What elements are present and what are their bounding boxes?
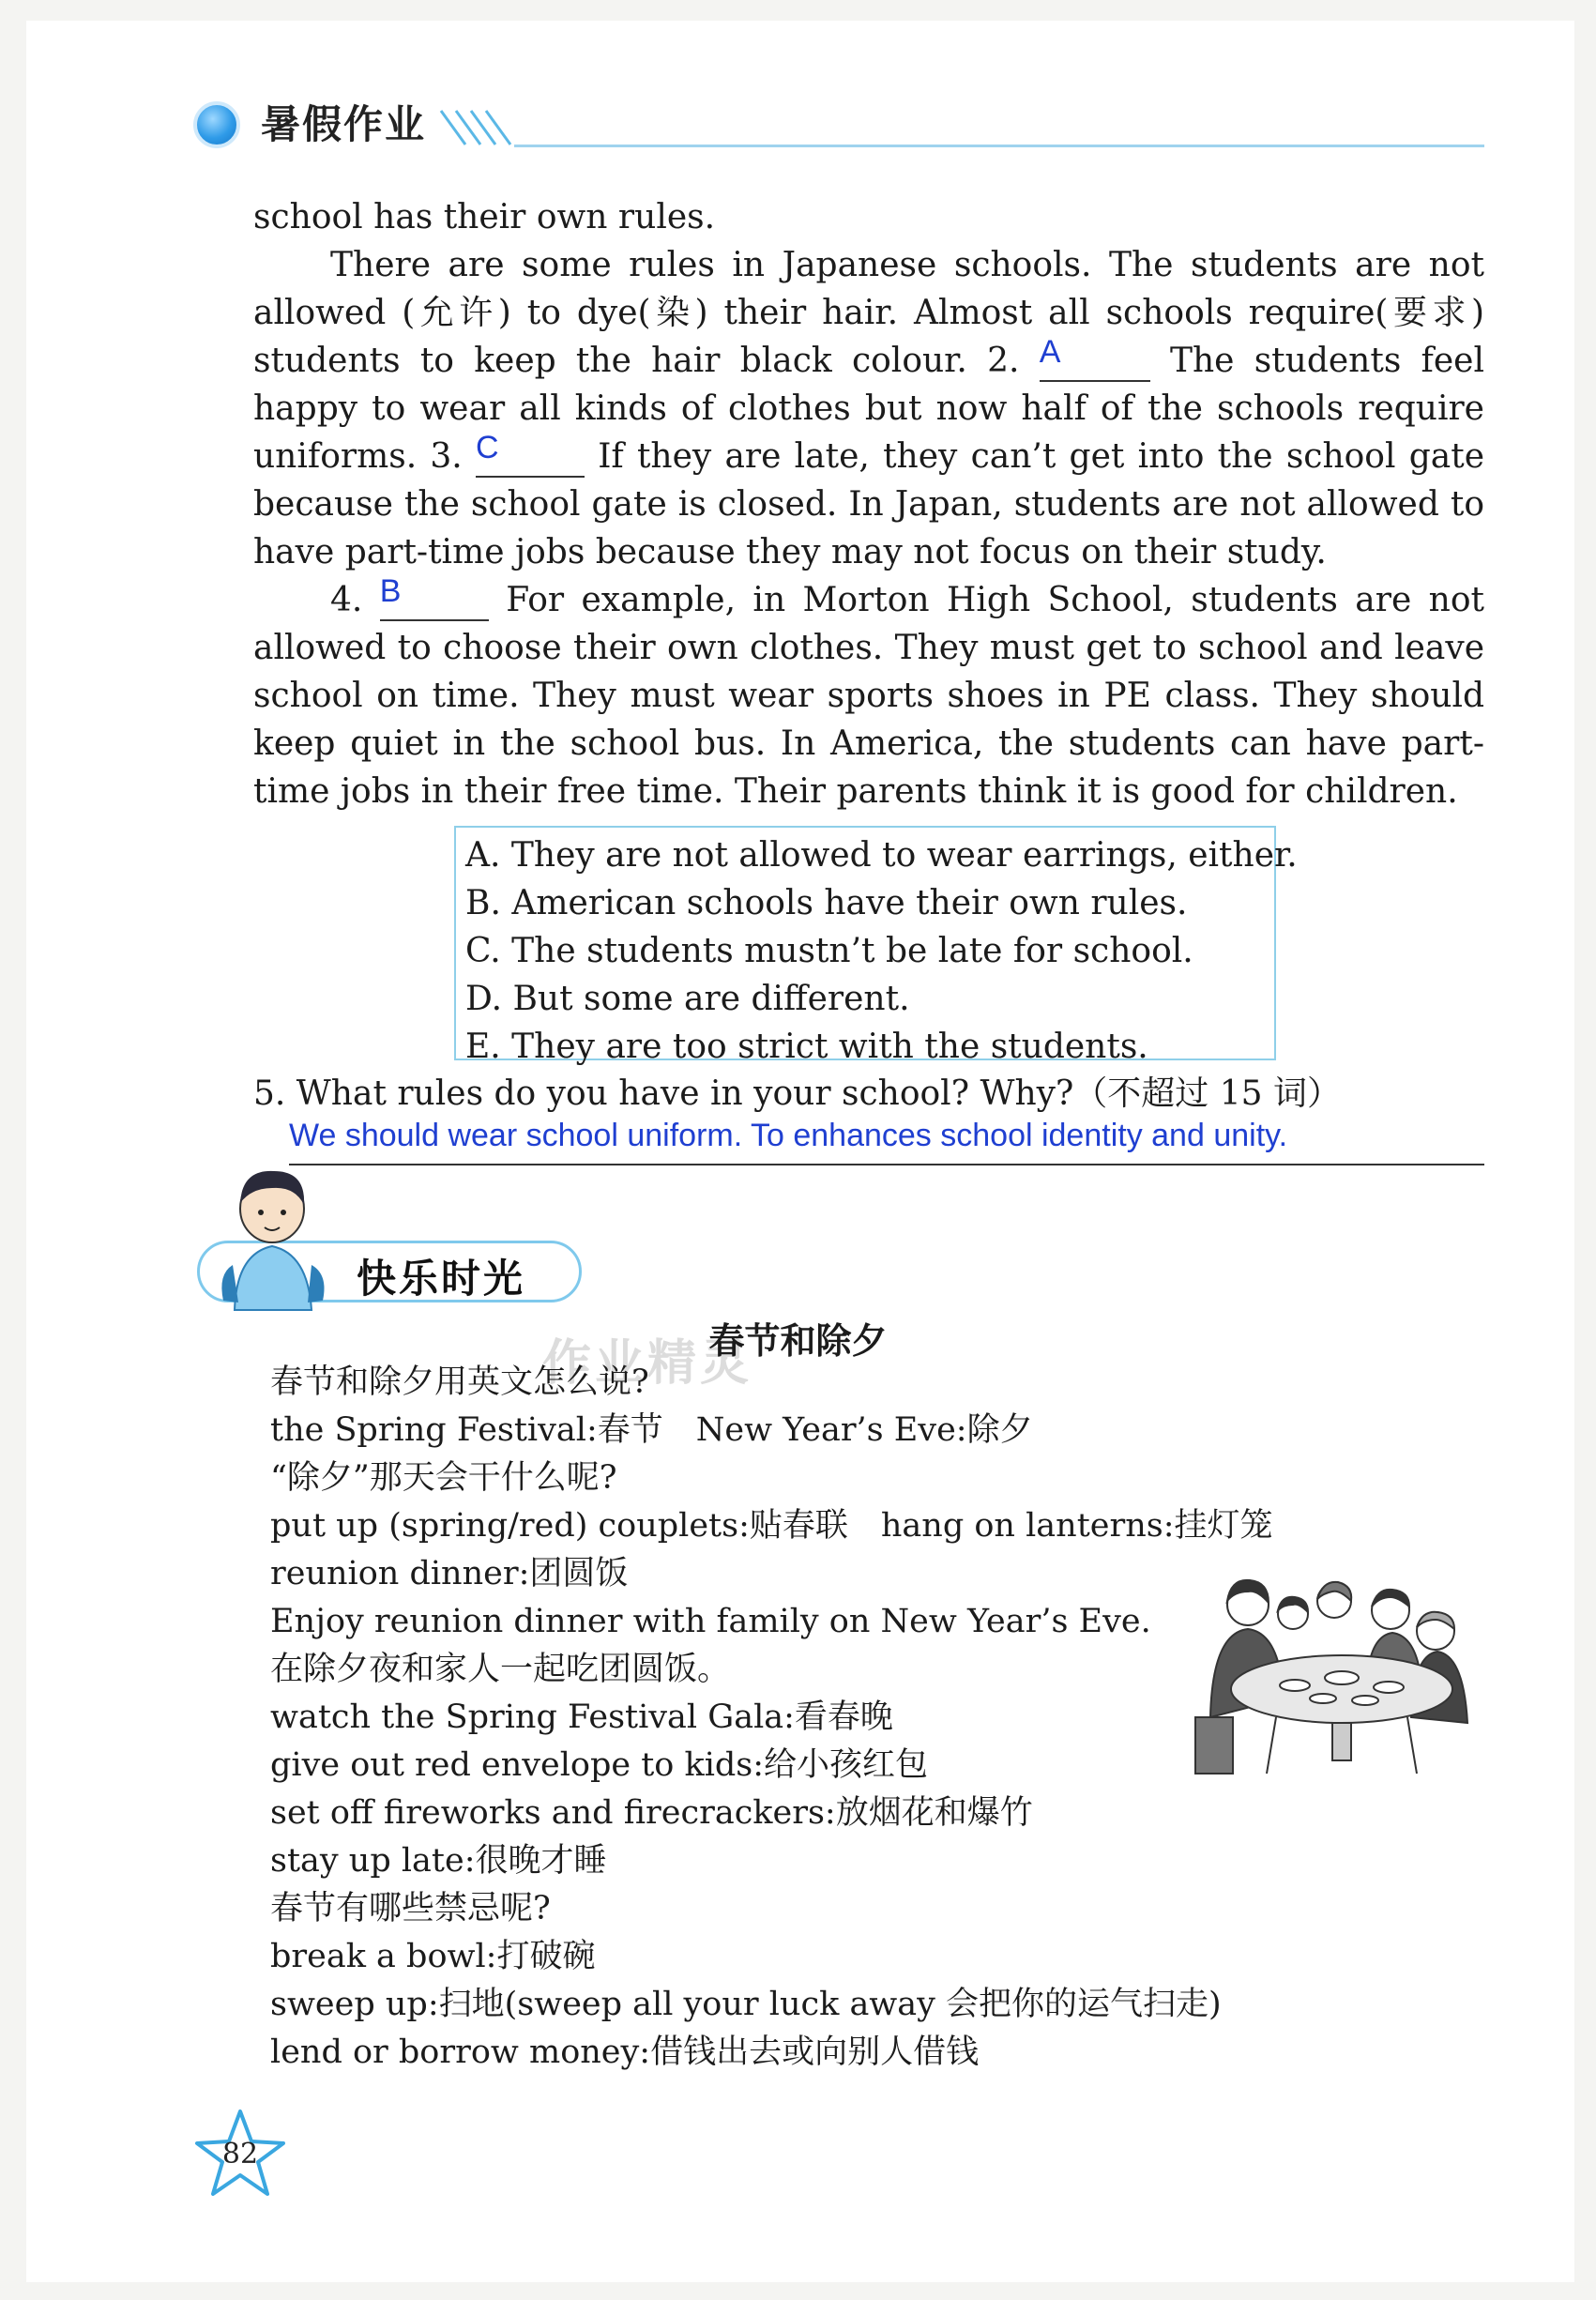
vocab-line: set off fireworks and firecrackers:放烟花和爆竹 (270, 1794, 1033, 1832)
vocab-line: Enjoy reunion dinner with family on New Year’s Eve. (270, 1603, 1151, 1640)
blank-4[interactable] (379, 573, 489, 621)
question-5-answer[interactable]: We should wear school uniform. To enhances school identity and unity. (289, 1118, 1288, 1153)
passage-text: If they are late, they can’t get into the school gate because the school gate is closed. In Japan, students are not allowed to have part-time jobs because they may not focus on their study. (253, 437, 1484, 571)
vocab-line: 春节有哪些禁忌呢? (270, 1890, 551, 1927)
vocab-line: break a bowl:打破碗 (270, 1938, 596, 1975)
vocab-list (270, 1359, 1273, 2077)
vocab-line: reunion dinner:团圆饭 (270, 1555, 629, 1592)
section-title: 春节和除夕 (708, 1320, 888, 1362)
vocab-line: 在除夕夜和家人一起吃团圆饭。 (270, 1651, 731, 1688)
section-banner-label: 快乐时光 (357, 1256, 526, 1302)
blank-3[interactable] (475, 430, 585, 478)
watermark: 作业精灵 (542, 1335, 753, 1392)
passage-text: There are some rules in Japanese schools. The students are not allowed (允许) to dye(染) their hair. Almost all schools require(要求) students to keep the hair black colour. 2. (253, 246, 1484, 380)
answer-3: C (475, 430, 499, 465)
header-slashes-icon (437, 105, 522, 148)
vocab-line: stay up late:很晚才睡 (270, 1842, 607, 1880)
option-c: C. The students mustn’t be late for school. (465, 932, 1193, 970)
family-dinner-illustration (1182, 1558, 1482, 1783)
header-bullet-icon (193, 101, 240, 148)
vocab-line: put up (spring/red) couplets:贴春联 hang on lanterns:挂灯笼 (270, 1507, 1273, 1545)
passage (253, 193, 1484, 815)
passage-line-continued: school has their own rules. (253, 198, 716, 236)
options-box (454, 826, 1298, 1066)
vocab-line: the Spring Festival:春节 New Year’s Eve:除夕 (270, 1411, 1033, 1449)
vocab-line: “除夕”那天会干什么呢? (270, 1459, 617, 1497)
vocab-line: sweep up:扫地(sweep all your luck away 会把你的运气扫走) (270, 1986, 1222, 2023)
header-rule (514, 145, 1484, 147)
passage-text: For example, in Morton High School, students are not allowed to choose their own clothes. They must get to school and leave school on time. They must wear sports shoes in PE class. They should keep quiet in the school bus. In America, the students can have part-time jobs in their free time. Their parents think it is good for children. (253, 581, 1484, 811)
option-a: A. They are not allowed to wear earrings, either. (465, 836, 1298, 875)
blank-2[interactable] (1039, 334, 1150, 382)
answer-4: B (379, 573, 402, 609)
answer-line (289, 1164, 1484, 1165)
vocab-line: give out red envelope to kids:给小孩红包 (270, 1746, 929, 1784)
header-title: 暑假作业 (261, 101, 427, 147)
vocab-line: lend or borrow money:借钱出去或向别人借钱 (270, 2033, 980, 2071)
passage-paragraph-2 (253, 573, 1484, 815)
question-number-4: 4. (330, 581, 363, 619)
vocab-line: watch the Spring Festival Gala:看春晚 (270, 1698, 893, 1736)
passage-paragraph-1 (253, 241, 1484, 576)
option-d: D. But some are different. (465, 980, 910, 1018)
vocab-line: 春节和除夕用英文怎么说? (270, 1363, 649, 1401)
option-e: E. They are too strict with the students. (465, 1028, 1148, 1066)
passage-text: The students feel happy to wear all kinds of clothes but now half of the schools require uniforms. 3. (253, 342, 1484, 476)
option-b: B. American schools have their own rules. (465, 884, 1188, 922)
page-number: 82 (221, 2138, 259, 2171)
question-5: 5. What rules do you have in your school? Why?（不超过 15 词） (253, 1074, 1341, 1113)
answer-2: A (1039, 334, 1061, 370)
student-boy-icon (214, 1162, 345, 1312)
